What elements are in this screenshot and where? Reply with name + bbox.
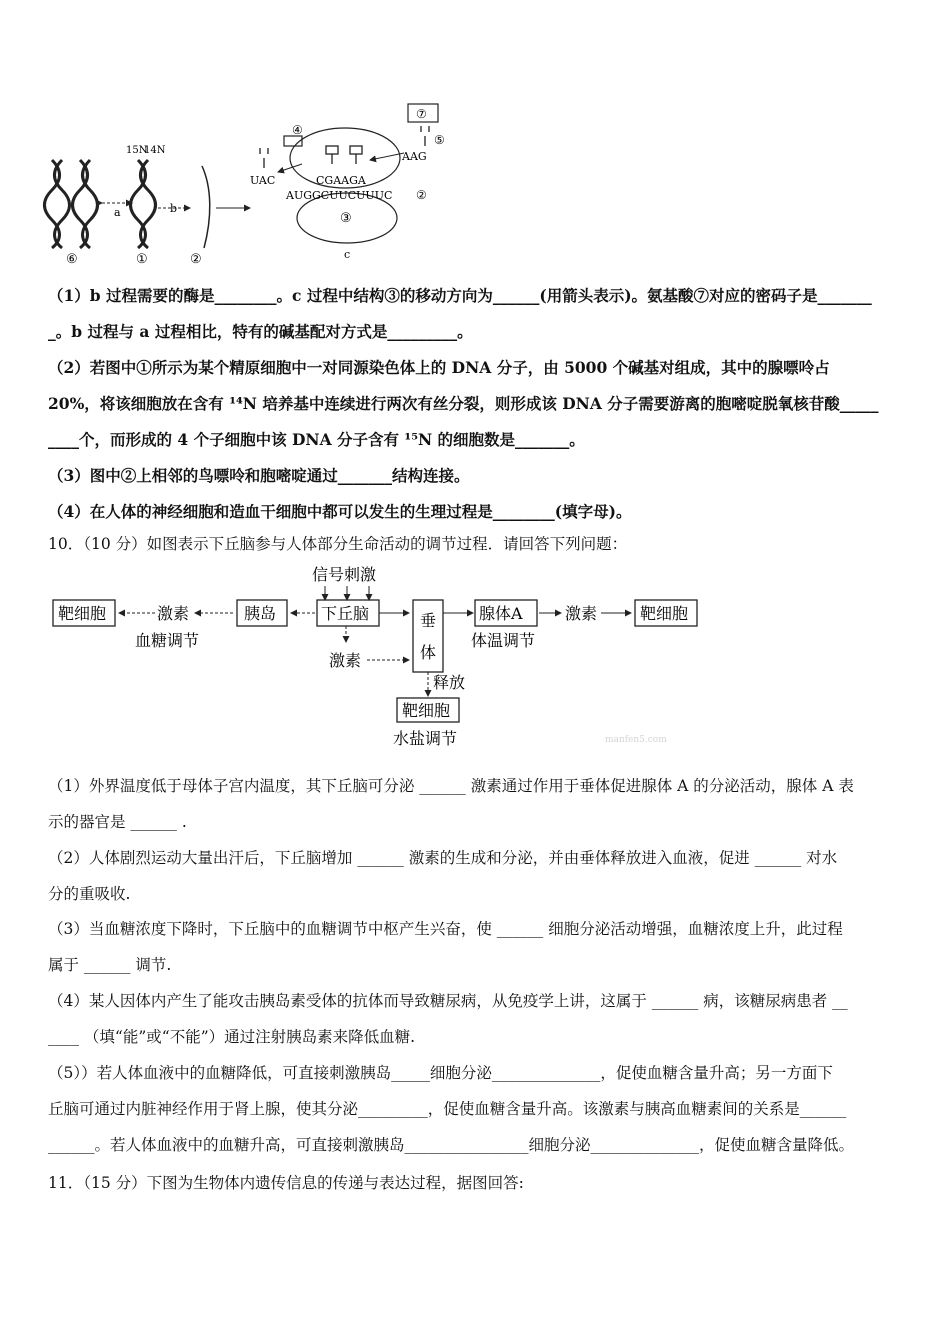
label-num2b: ② [416,188,427,202]
q10-part3 [48,911,908,983]
q10-part4 [48,983,908,1055]
label-num3: ③ [340,211,352,226]
label-num5: ⑤ [434,133,445,147]
label-num4: ④ [292,123,303,137]
label-num2: ② [190,252,202,267]
label-anticodons: CGAAGA [316,174,366,187]
label-hormone-right: 激素 [565,604,598,623]
label-b: b [170,202,178,215]
label-num6: ⑥ [66,252,78,267]
q10-part1 [48,768,908,840]
q9-part1 [48,278,908,350]
q9-part1-line2: _。b 过程与 a 过程相比，特有的碱基配对方式是_________。 [48,322,473,341]
label-gland-a: 腺体A [479,604,523,623]
q10-part5-line1: （5））若人体血液中的血糖降低，可直接刺激胰岛_____细胞分泌______________，促使血糖含量升高；另一方面下 [48,1064,833,1082]
q10-part3-line1: （3）当血糖浓度下降时，下丘脑中的血糖调节中枢产生兴奋，使 ______ 细胞分泌活动增强，血糖浓度上升，此过程 [48,920,843,938]
q9-part1-line1: （1）b 过程需要的酶是________。c 过程中结构③的移动方向为______(用箭头表示)。氨基酸⑦对应的密码子是_______ [48,286,872,305]
label-uac: UAC [250,174,276,187]
label-num1: ① [136,252,148,267]
label-15n: 15N [126,145,148,156]
label-c: c [344,248,351,261]
q10-part1-line2: 示的器官是 ______ . [48,813,187,831]
q9-part2-line1: （2）若图中①所示为某个精原细胞中一对同源染色体上的 DNA 分子，由 5000 个碱基对组成，其中的腺嘌呤占 [48,358,830,377]
label-a: a [114,206,121,219]
label-mrna-sequence: AUGGCUUCUUUC [286,189,393,202]
label-target-cell-bottom: 靶细胞 [402,701,451,720]
q10-part2-line2: 分的重吸收. [48,885,131,903]
label-target-cell-left: 靶细胞 [58,604,107,623]
label-signal-stimulus: 信号刺激 [312,565,377,584]
mrna-strand [202,166,210,248]
label-pancreas: 胰岛 [244,604,277,623]
q10-part4-line2: ____ （填“能”或“不能”）通过注射胰岛素来降低血糖. [48,1028,416,1046]
q10-part4-line1: （4）某人因体内产生了能攻击胰岛素受体的抗体而导致糖尿病，从免疫学上讲，这属于 ______ 病，该糖尿病患者 __ [48,992,848,1010]
label-release: 释放 [433,673,466,692]
label-hormone-left: 激素 [157,604,190,623]
q10-part1-line1: （1）外界温度低于母体子宫内温度，其下丘脑可分泌 ______ 激素通过作用于垂体促进腺体 A 的分泌活动，腺体 A 表 [48,777,854,795]
q9-part3 [48,458,908,494]
q10-part3-line2: 属于 ______ 调节. [48,956,172,974]
q10-part2-line1: （2）人体剧烈运动大量出汗后，下丘脑增加 ______ 激素的生成和分泌，并由垂体释放进入血液，促进 ______ 对水 [48,849,838,867]
label-num7: ⑦ [416,107,427,121]
q10-part5-line2: 丘脑可通过内脏神经作用于肾上腺，使其分泌_________，促使血糖含量升高。该激素与胰高血糖素间的关系是______ [48,1100,847,1118]
watermark: manfen5.com [605,735,667,745]
q10-part5-line3: ______。若人体血液中的血糖升高，可直接刺激胰岛________________细胞分泌______________，促使血糖含量降低。 [48,1136,855,1154]
label-14n: 14N [144,145,166,156]
label-pituitary-1: 垂 [420,611,437,630]
q11-title: 11．（15 分）下图为生物体内遗传信息的传递与表达过程，据图回答: [48,1174,524,1192]
label-aag: AAG [402,150,427,163]
q9-part3-line: （3）图中②上相邻的鸟嘌呤和胞嘧啶通过_______结构连接。 [48,466,470,485]
label-temperature-regulation: 体温调节 [471,631,536,650]
q9-part2-line2: 20%，将该细胞放在含有 ¹⁴N 培养基中连续进行两次有丝分裂，则形成该 DNA 分子需要游离的胞嘧啶脱氧核苷酸_____ [48,394,879,413]
q10-title: 10．（10 分）如图表示下丘脑参与人体部分生命活动的调节过程．请回答下列问题： [48,535,628,553]
q9-part2-line3: ____个，而形成的 4 个子细胞中该 DNA 分子含有 ¹⁵N 的细胞数是_______。 [48,430,585,449]
label-glucose-regulation: 血糖调节 [135,631,200,650]
q9-part4-line: （4）在人体的神经细胞和造血干细胞中都可以发生的生理过程是________(填字母)。 [48,502,632,521]
figure-gene-expression [40,98,460,268]
q9-part2 [48,350,908,458]
dna-helix-6 [45,160,98,248]
q10-part2 [48,840,908,912]
label-hypothalamus: 下丘脑 [321,604,370,623]
dna-helix-1 [131,160,156,248]
label-water-salt-regulation: 水盐调节 [393,729,458,748]
label-target-cell-right: 靶细胞 [640,604,689,623]
figure-hypothalamus-regulation [45,560,745,755]
label-hormone-middle: 激素 [329,651,362,670]
label-pituitary-2: 体 [420,643,437,662]
q10-part5 [48,1055,908,1163]
q9-part4 [48,494,908,530]
